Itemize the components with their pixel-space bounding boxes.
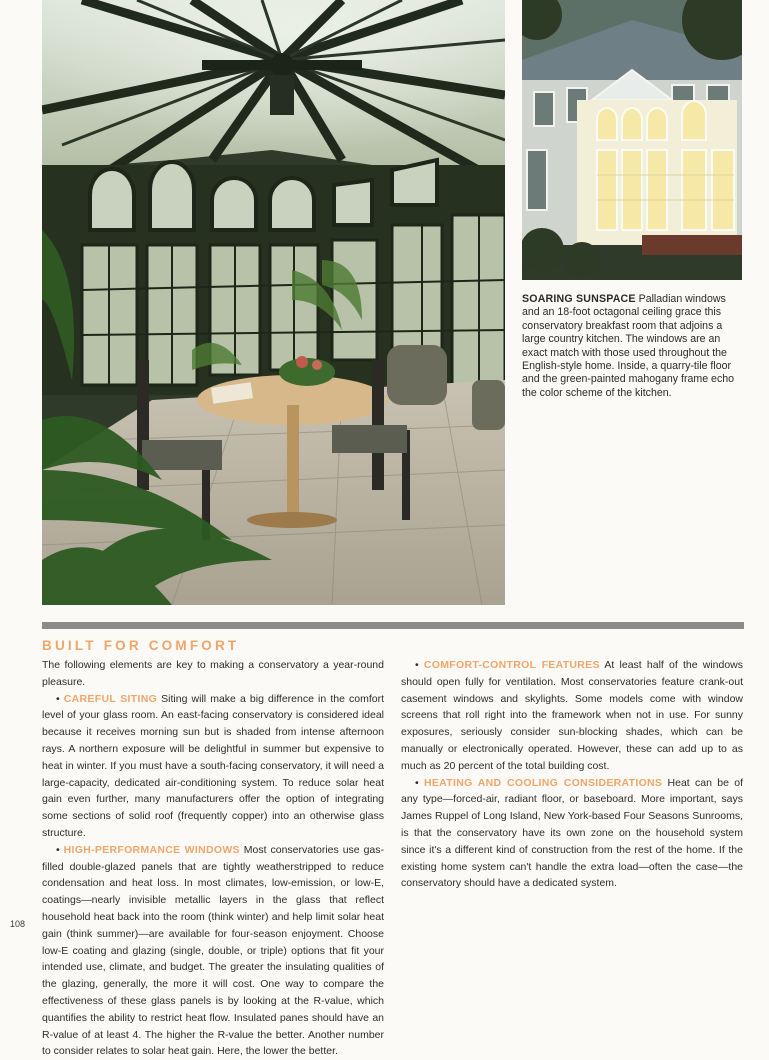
conservatory-exterior-icon [522,0,742,280]
heating-paragraph: • HEATING AND COOLING CONSIDERATIONS Heat can be of any type—forced-air, radiant floor, or baseboard. More important, says James Ruppel of Long Island, New York-based Four Seasons Sunrooms, is that the conservatory have its own zone on the household system since it's a different kind of construction from the rest of the home. If the existing home system can't handle the extra load—often the case—the conservatory should have a dedicated system. [401,776,744,890]
page-number: 108 [10,919,26,929]
conservatory-interior-photo [42,0,505,605]
comfort-heading: COMFORT-CONTROL FEATURES [423,659,600,671]
comfort-text: At least half of the windows should open fully for ventilation. Most conservatories feature crank-out casement windows and skylights. Some models come with window screens that roll right into the framework when not in use. For sunny exposures, seriously consider sun-blocking shades, which can be manually or electronically operated. However, these can add up to as much as 20 percent of the total building cost. [401,659,743,772]
siting-heading: CAREFUL SITING [63,692,158,705]
section-divider [42,622,744,629]
conservatory-exterior-photo [522,0,742,280]
caption-text: Palladian windows and an 18-foot octagonal ceiling grace this conservatory breakfast room that adjoins a large country kitchen. The windows are an exact match with those used throughout the English-style home. Inside, a quarry-tile floor and the green-painted mahogany frame echo the color scheme of the kitchen. [522,293,735,399]
siting-text: Siting will make a big difference in the comfort level of your glass room. An east-facing conservatory is considered ideal because it receives morning sun but is shaded from intense afternoon rays. A northern exposure will be delightful in summer but expensive to heat in winter. If you must have a south-facing conservatory, it will need a large-capacity, dedicated air-conditioning system. To reduce solar heat gain even further, many manufacturers offer the option of integrating some sections of solid roof (frequently copper) into an otherwise glass structure. [42,692,385,839]
comfort-paragraph: • COMFORT-CONTROL FEATURES At least half of the windows should open fully for ventilation. Most conservatories feature crank-out casement windows and skylights. Some models come with window screens that roll right into the framework when not in use. For sunny exposures, seriously consider sun-blocking shades, which can be manually or electronically operated. However, these can add up to as much as 20 percent of the total building cost. [401,659,743,772]
heating-heading: HEATING AND COOLING CONSIDERATIONS [423,776,663,789]
body-column-right [401,657,743,892]
windows-text: Most conservatories use gas-filled double-glazed panels that are tightly weatherstripped to reduce condensation and heat loss. In most climates, low-emission, or low-E, coatings—nearly invisible metallic layers in the glass that reflect household heat back into the room (think winter) and help limit solar heat gain (think summer)—are available for four-season enjoyment. Choose low-E coating and glazing (single, double, or triple) options that fit your intended use, climate, and budget. The greater the insulating qualities of the glazing, generally, the more it will cost. One way to compare the effectiveness of these glass panels is by looking at the R-value, which quantifies the ability to restrict heat flow. Insulated panes should have an R-value of at least 4. The higher the R-value the better. Another number to consider relates to solar heat gain. Here, the lower the better. [42,843,385,1058]
windows-heading: HIGH-PERFORMANCE WINDOWS [63,843,240,856]
section-title: BUILT FOR COMFORT [42,638,240,653]
windows-paragraph: • HIGH-PERFORMANCE WINDOWS Most conservatories use gas-filled double-glazed panels that are tightly weatherstripped to reduce condensation and heat loss. In most climates, low-emission, or low-E, coatings—nearly invisible metallic layers in the glass that reflect household heat back into the room (think winter) and help limit solar heat gain (think summer)—are available for four-season enjoyment. Choose low-E coating and glazing (single, double, or triple) options that fit your intended use, climate, and budget. The greater the insulating qualities of the glazing, generally, the more it will cost. One way to compare the effectiveness of these glass panels is by looking at the R-value, which quantifies the ability to restrict heat flow. Insulated panes should have an R-value of at least 4. The higher the R-value the better. Another number to consider relates to solar heat gain. Here, the lower the better. [42,843,385,1058]
conservatory-interior-icon [42,0,505,605]
intro-paragraph: The following elements are key to making a conservatory a year-round pleasure. [42,659,384,688]
caption-heading: SOARING SUNSPACE [522,293,636,305]
heating-text: Heat can be of any type—forced-air, radiant floor, or baseboard. More important, says James Ruppel of Long Island, New York-based Four Seasons Sunrooms, is that the conservatory have its own zone on the household system since it's a different kind of construction from the rest of the home. If the existing home system can't handle the extra load—often the case—the conservatory should have a dedicated system. [401,776,744,890]
photo-caption [522,293,744,400]
siting-paragraph: • CAREFUL SITING Siting will make a big difference in the comfort level of your glass room. An east-facing conservatory is considered ideal because it receives morning sun but is shaded from intense afternoon rays. A northern exposure will be delightful in summer but expensive to heat in winter. If you must have a south-facing conservatory, it will need a large-capacity, dedicated air-conditioning system. To reduce solar heat gain even further, many manufacturers offer the option of integrating some sections of solid roof (frequently copper) into an otherwise glass structure. [42,692,385,839]
